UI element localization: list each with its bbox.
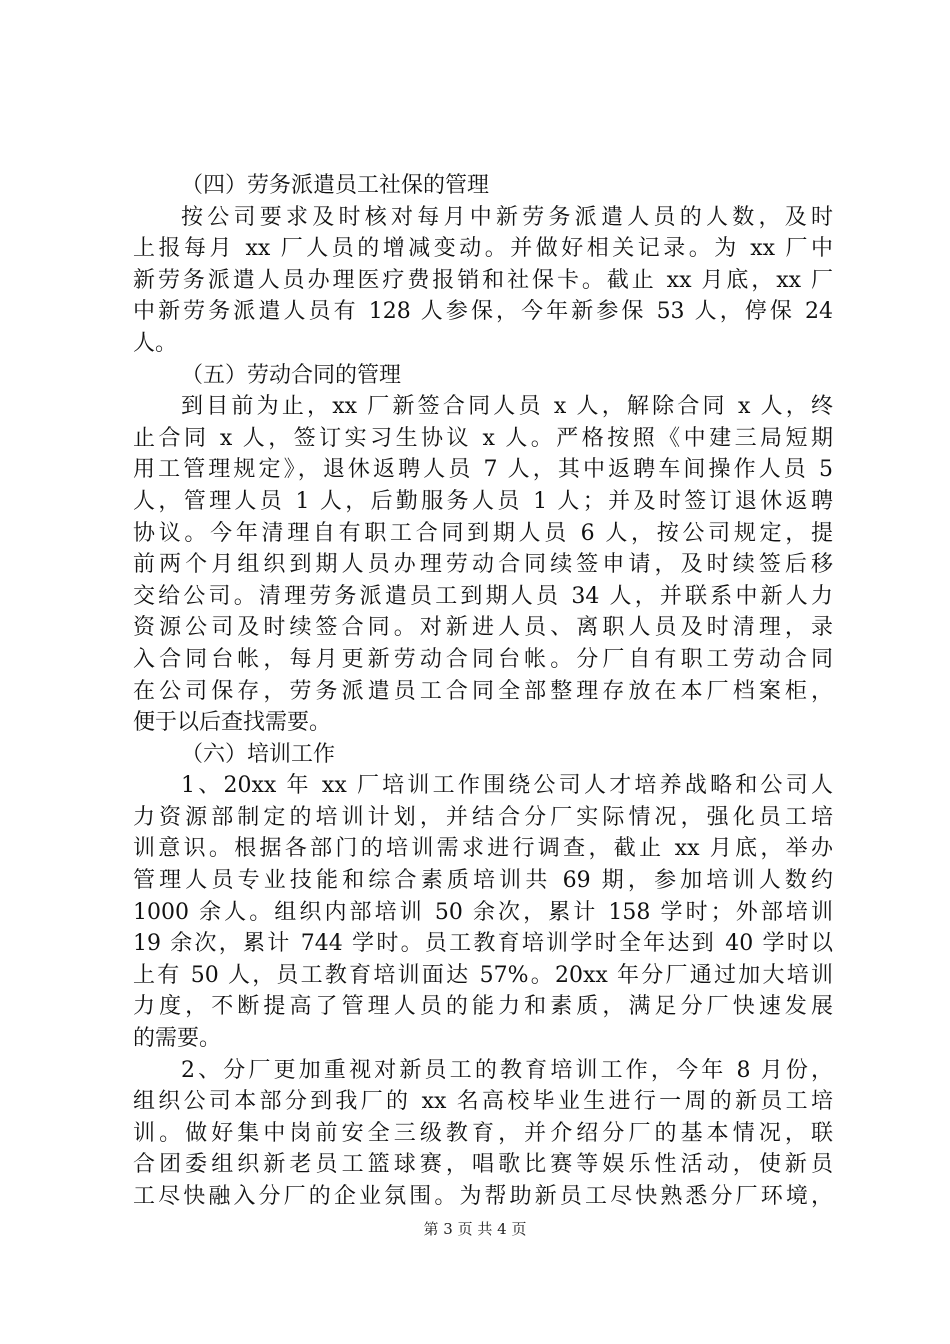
paragraph-line: 力度，不断提高了管理人员的能力和素质，满足分厂快速发展 [133, 994, 833, 1020]
paragraph-line: 上报每月 xx 厂人员的增减变动。并做好相关记录。为 xx 厂中 [133, 236, 833, 262]
paragraph-line: 人。 [133, 330, 178, 356]
paragraph-line: 的需要。 [133, 1026, 222, 1052]
paragraph-line: 入合同台帐，每月更新劳动合同台帐。分厂自有职工劳动合同 [133, 646, 833, 672]
paragraph-line: 新劳务派遣人员办理医疗费报销和社保卡。截止 xx 月底，xx 厂 [133, 267, 833, 293]
paragraph-line: 到目前为止，xx 厂新签合同人员 x 人，解除合同 x 人，终 [181, 394, 833, 420]
paragraph-line: 便于以后查找需要。 [133, 710, 332, 736]
document-body [133, 170, 833, 1213]
paragraph-line: 力资源部制定的培训计划，并结合分厂实际情况，强化员工培 [133, 804, 833, 830]
paragraph-line: 在公司保存，劳务派遣员工合同全部整理存放在本厂档案柜， [133, 678, 833, 704]
paragraph-line: 工尽快融入分厂的企业氛围。为帮助新员工尽快熟悉分厂环境， [133, 1184, 833, 1209]
section-heading: （五）劳动合同的管理 [181, 362, 402, 388]
paragraph-line: 19 余次，累计 744 学时。员工教育培训学时全年达到 40 学时以 [133, 931, 833, 957]
paragraph-line: 合团委组织新老员工篮球赛，唱歌比赛等娱乐性活动，使新员 [133, 1152, 833, 1178]
paragraph-line: 前两个月组织到期人员办理劳动合同续签申请，及时续签后移 [133, 552, 833, 578]
paragraph-line: 2、分厂更加重视对新员工的教育培训工作，今年 8 月份， [181, 1057, 833, 1083]
section-heading: （六）培训工作 [181, 741, 336, 767]
paragraph-line: 训意识。根据各部门的培训需求进行调查，截止 xx 月底，举办 [133, 836, 833, 862]
paragraph-line: 用工管理规定》，退休返聘人员 7 人，其中返聘车间操作人员 5 [133, 457, 833, 483]
paragraph-line: 人，管理人员 1 人，后勤服务人员 1 人；并及时签订退休返聘 [133, 488, 833, 514]
paragraph-line: 止合同 x 人，签订实习生协议 x 人。严格按照《中建三局短期 [133, 425, 833, 451]
paragraph-line: 组织公司本部分到我厂的 xx 名高校毕业生进行一周的新员工培 [133, 1089, 833, 1115]
paragraph-line: 训。做好集中岗前安全三级教育，并介绍分厂的基本情况，联 [133, 1120, 833, 1146]
paragraph-line: 管理人员专业技能和综合素质培训共 69 期，参加培训人数约 [133, 868, 833, 894]
paragraph-line: 按公司要求及时核对每月中新劳务派遣人员的人数，及时 [181, 204, 833, 230]
section-heading: （四）劳务派遣员工社保的管理 [181, 173, 490, 198]
paragraph-line: 1000 余人。组织内部培训 50 余次，累计 158 学时；外部培训 [133, 899, 833, 925]
paragraph-line: 1、20xx 年 xx 厂培训工作围绕公司人才培养战略和公司人 [181, 773, 833, 799]
paragraph-line: 上有 50 人，员工教育培训面达 57%。20xx 年分厂通过加大培训 [133, 962, 833, 988]
paragraph-line: 协议。今年清理自有职工合同到期人员 6 人，按公司规定，提 [133, 520, 833, 546]
paragraph-line: 中新劳务派遣人员有 128 人参保，今年新参保 53 人，停保 24 [133, 299, 833, 325]
page-footer: 第 3 页 共 4 页 [423, 1220, 527, 1238]
paragraph-line: 交给公司。清理劳务派遣员工到期人员 34 人，并联系中新人力 [133, 583, 833, 609]
paragraph-line: 资源公司及时续签合同。对新进人员、离职人员及时清理，录 [133, 615, 833, 641]
